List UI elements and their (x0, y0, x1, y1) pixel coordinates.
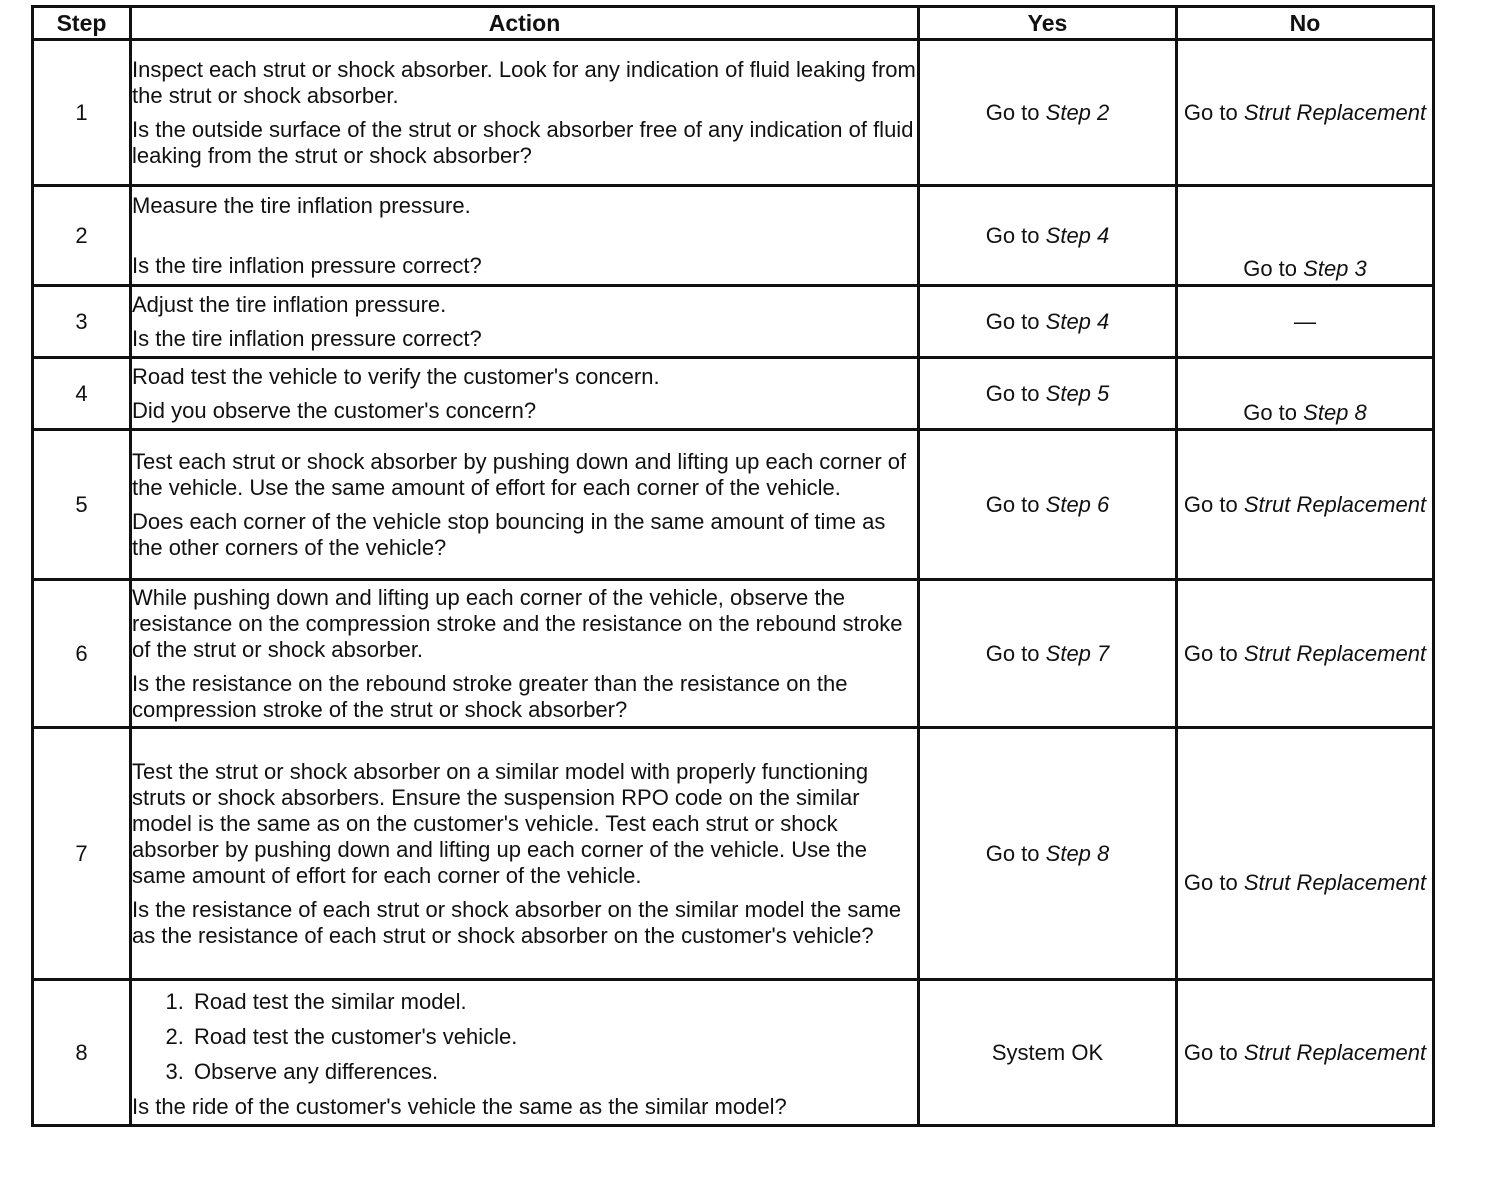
action-text: While pushing down and lifting up each corner of the vehicle, observe the resistance on the compression stroke and the resistance on the rebound stroke of the strut or shock absorber. (132, 584, 903, 662)
no-prefix: Go to (1183, 640, 1238, 666)
header-no: No (1177, 7, 1434, 40)
no-cell (1177, 40, 1434, 186)
action-question: Is the resistance on the rebound stroke greater than the resistance on the compression stroke of the strut or shock absorber? (132, 670, 848, 722)
yes-step-link[interactable]: Step 6 (1045, 491, 1110, 517)
yes-step-link[interactable]: Step 2 (1045, 99, 1110, 125)
no-prefix: Go to (1243, 256, 1298, 281)
no-cell (1177, 286, 1434, 358)
action-cell (131, 186, 919, 286)
header-action: Action (131, 7, 919, 40)
action-text: Test each strut or shock absorber by pushing down and lifting up each corner of the vehicle. Use the same amount of effort for each corner of the vehicle. (132, 448, 907, 500)
no-cell (1177, 980, 1434, 1126)
action-question: Is the resistance of each strut or shock absorber on the similar model the same as the resistance of each strut or shock absorber on the customer's vehicle? (132, 896, 902, 948)
step-number: 1 (33, 40, 131, 186)
no-strut-replacement-link[interactable]: Strut Replacement (1243, 869, 1427, 895)
step-number: 3 (33, 286, 131, 358)
step-number: 5 (33, 430, 131, 580)
action-text: Measure the tire inflation pressure. (132, 192, 471, 218)
yes-prefix: Go to (985, 840, 1040, 866)
yes-prefix: Go to (985, 222, 1040, 248)
header-yes: Yes (919, 7, 1177, 40)
action-question: Is the tire inflation pressure correct? (132, 325, 482, 351)
no-step-link[interactable]: Step 8 (1303, 400, 1367, 425)
action-question: Did you observe the customer's concern? (132, 397, 537, 423)
yes-prefix: Go to (985, 380, 1040, 406)
yes-cell (919, 186, 1177, 286)
yes-prefix: Go to (985, 491, 1040, 517)
header-step: Step (33, 7, 131, 40)
action-cell (131, 580, 919, 728)
no-cell (1177, 430, 1434, 580)
action-cell (131, 286, 919, 358)
action-question: Is the outside surface of the strut or shock absorber free of any indication of fluid leaking from the strut or shock absorber? (132, 116, 914, 168)
yes-prefix: Go to (985, 308, 1040, 334)
step-number: 6 (33, 580, 131, 728)
table-row (33, 286, 1434, 358)
step-number: 7 (33, 728, 131, 980)
no-strut-replacement-link[interactable]: Strut Replacement (1243, 640, 1427, 666)
no-prefix: Go to (1183, 869, 1238, 895)
yes-cell (919, 430, 1177, 580)
step-number: 2 (33, 186, 131, 286)
list-item: 3. Observe any differences. (190, 1059, 917, 1085)
action-text: Adjust the tire inflation pressure. (132, 291, 447, 317)
list-item: 2. Road test the customer's vehicle. (190, 1024, 917, 1050)
yes-prefix: Go to (985, 640, 1040, 666)
yes-cell (919, 40, 1177, 186)
step-number: 4 (33, 358, 131, 430)
action-question: Is the ride of the customer's vehicle the same as the similar model? (132, 1094, 787, 1119)
action-cell (131, 430, 919, 580)
table-row (33, 580, 1434, 728)
yes-prefix: Go to (985, 99, 1040, 125)
yes-cell (919, 358, 1177, 430)
yes-step-link[interactable]: Step 4 (1045, 308, 1110, 334)
table-row (33, 186, 1434, 286)
action-cell (131, 980, 919, 1126)
no-prefix: Go to (1183, 1039, 1238, 1065)
sub-step-list (132, 989, 917, 1085)
no-strut-replacement-link[interactable]: Strut Replacement (1243, 99, 1427, 125)
action-text: Test the strut or shock absorber on a similar model with properly functioning struts or shock absorbers. Ensure the suspension RPO code on the similar model is the same as on the customer's vehicle. Test each strut or shock absorber by pushing down and lifting up each corner of the vehicle. Use the same amount of effort for each corner of the vehicle. (132, 758, 869, 888)
table-row (33, 358, 1434, 430)
no-prefix: Go to (1243, 400, 1298, 425)
no-prefix: Go to (1183, 99, 1238, 125)
action-cell (131, 40, 919, 186)
yes-step-link[interactable]: Step 5 (1045, 380, 1110, 406)
no-strut-replacement-link[interactable]: Strut Replacement (1243, 1039, 1427, 1065)
no-dash: — (1294, 308, 1316, 334)
action-text: Inspect each strut or shock absorber. Look for any indication of fluid leaking from the strut or shock absorber. (132, 56, 916, 108)
no-step-link[interactable]: Step 3 (1303, 256, 1367, 281)
action-cell (131, 728, 919, 980)
action-cell (131, 358, 919, 430)
no-cell (1177, 186, 1434, 286)
yes-cell (919, 286, 1177, 358)
action-question: Is the tire inflation pressure correct? (132, 252, 482, 278)
diagnostic-table (31, 5, 1435, 1127)
action-text: Road test the vehicle to verify the customer's concern. (132, 363, 660, 389)
no-cell (1177, 358, 1434, 430)
no-strut-replacement-link[interactable]: Strut Replacement (1243, 491, 1427, 517)
table-row (33, 430, 1434, 580)
table-row (33, 40, 1434, 186)
action-question: Does each corner of the vehicle stop bouncing in the same amount of time as the other corners of the vehicle? (132, 508, 886, 560)
yes-step-link[interactable]: Step 4 (1045, 222, 1110, 248)
yes-step-link[interactable]: Step 7 (1045, 640, 1110, 666)
no-cell (1177, 728, 1434, 980)
yes-cell (919, 580, 1177, 728)
system-ok-text: System OK (991, 1039, 1104, 1065)
step-number: 8 (33, 980, 131, 1126)
table-row (33, 728, 1434, 980)
no-prefix: Go to (1183, 491, 1238, 517)
header-row (33, 7, 1434, 40)
list-item: 1. Road test the similar model. (190, 989, 917, 1015)
yes-step-link[interactable]: Step 8 (1045, 840, 1110, 866)
yes-cell (919, 980, 1177, 1126)
table-row (33, 980, 1434, 1126)
yes-cell (919, 728, 1177, 980)
no-cell (1177, 580, 1434, 728)
